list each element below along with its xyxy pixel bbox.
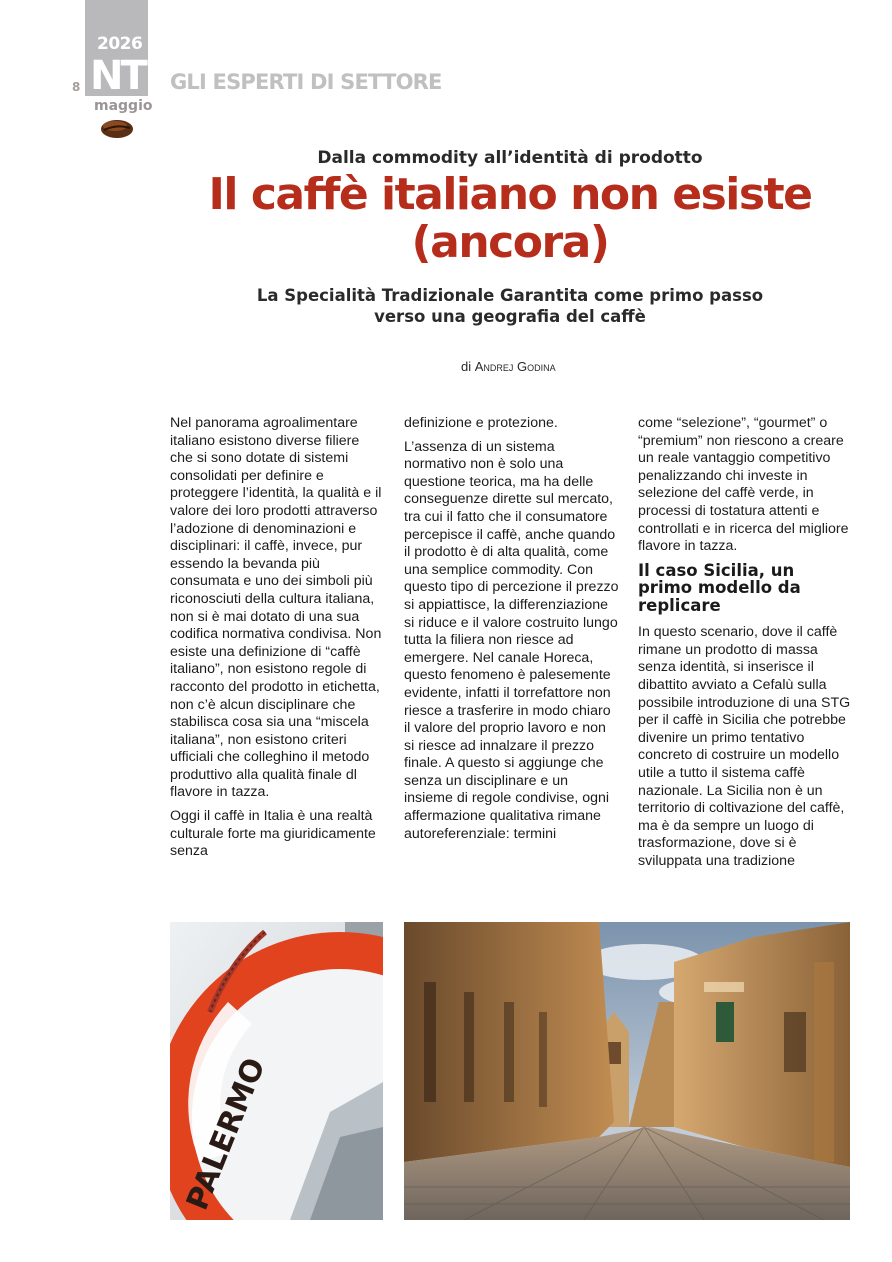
paragraph: In questo scenario, dove il caffè rimane un prodotto di massa senza identità, si inserisce il dibattito avviato a Cefalù sulla possibile introduzione di una STG per il caffè in Sicilia che potrebbe divenire un primo tentativo concreto di costruire un modello utile a tutto il sistema caffè nazionale. La Sicilia non è un territorio di coltivazione del caffè, ma è da sempre un luogo di trasformazione, dove si è sviluppata una tradizione (638, 624, 851, 869)
article-title (0, 171, 892, 267)
byline (461, 359, 556, 374)
subtitle-line-1: La Specialità Tradizionale Garantita come primo passo (256, 286, 764, 305)
author-name: Andrej Godina (474, 359, 556, 374)
paragraph: L’assenza di un sistema normativo non è solo una questione teorica, ma ha delle conseguenze dirette sul mercato, tra cui il fatto che il consumatore percepisce il caffè, anche quando il prodotto è di alta qualità, come una semplice commodity. Con questo tipo di percezione il prezzo si appiattisce, la differenziazione si riduce e il valore costruito lungo tutta la filiera non riesce ad emergere. Nel canale Horeca, questo fenomeno è palesemente evidente, infatti il torrefattore non riesce a trasferire in modo chiaro il valore del proprio lavoro e non si riesce ad innalzare il prezzo finale. A questo si aggiunge che senza un disciplinare e un insieme di regole condivise, ogni affermazione qualitativa rimane autoreferenziale: termini (404, 438, 619, 842)
coffee-bean-icon (100, 117, 134, 139)
page-number: 8 (72, 80, 81, 94)
paragraph: Nel panorama agroalimentare italiano esistono diverse filiere che si sono dotate di sistemi consolidati per definire e proteggere l’identità, la qualità e il valore dei loro prodotti attraverso l’adozione di denominazioni e disciplinari: il caffè, invece, pur essendo la bevanda più consumata e uno dei simboli più riconosciuti della cultura italiana, non si è mai dotato di una sua codifica normativa condivisa. Non esiste una definizione di “caffè italiano”, non esistono regole di racconto del prodotto in etichetta, non c’è alcun disciplinare che stabilisca cosa sia una “miscela italiana”, non esistono criteri ufficiali che colleghino il metodo produttivo alla qualità finale dl flavore in tazza. (170, 415, 382, 801)
column-1 (170, 415, 385, 867)
section-title: GLI ESPERTI DI SETTORE (170, 70, 442, 94)
paragraph: come “selezione”, “gourmet” o “premium” non riescono a creare un reale vantaggio competitivo penalizzando chi investe in selezione del caffè verde, in processi di tostatura attenti e controllati e in ricerca del migliore flavore in tazza. (638, 415, 849, 555)
lifebuoy-photo (170, 922, 383, 1220)
paragraph: Oggi il caffè in Italia è una realtà culturale forte ma giuridicamente senza (170, 808, 376, 860)
article-subtitle (0, 285, 892, 327)
byline-prefix: di (461, 359, 472, 374)
column-2 (404, 415, 619, 849)
brand-logo: NT (90, 53, 145, 99)
subtitle-line-2: verso una geografia del caffè (374, 307, 646, 326)
subheading: Il caso Sicilia, un primo modello da replicare (638, 560, 801, 615)
article-kicker: Dalla commodity all’identità di prodotto (317, 148, 703, 168)
title-line-2: (ancora) (411, 217, 609, 268)
column-3 (638, 415, 853, 877)
issue-year: 2026 (97, 34, 143, 54)
lifebuoy-text: PALERMO (179, 1053, 273, 1215)
paragraph: definizione e protezione. (404, 415, 558, 431)
title-line-1: Il caffè italiano non esiste (208, 169, 812, 220)
sicily-street-photo (404, 922, 850, 1220)
issue-month: maggio (94, 98, 153, 114)
